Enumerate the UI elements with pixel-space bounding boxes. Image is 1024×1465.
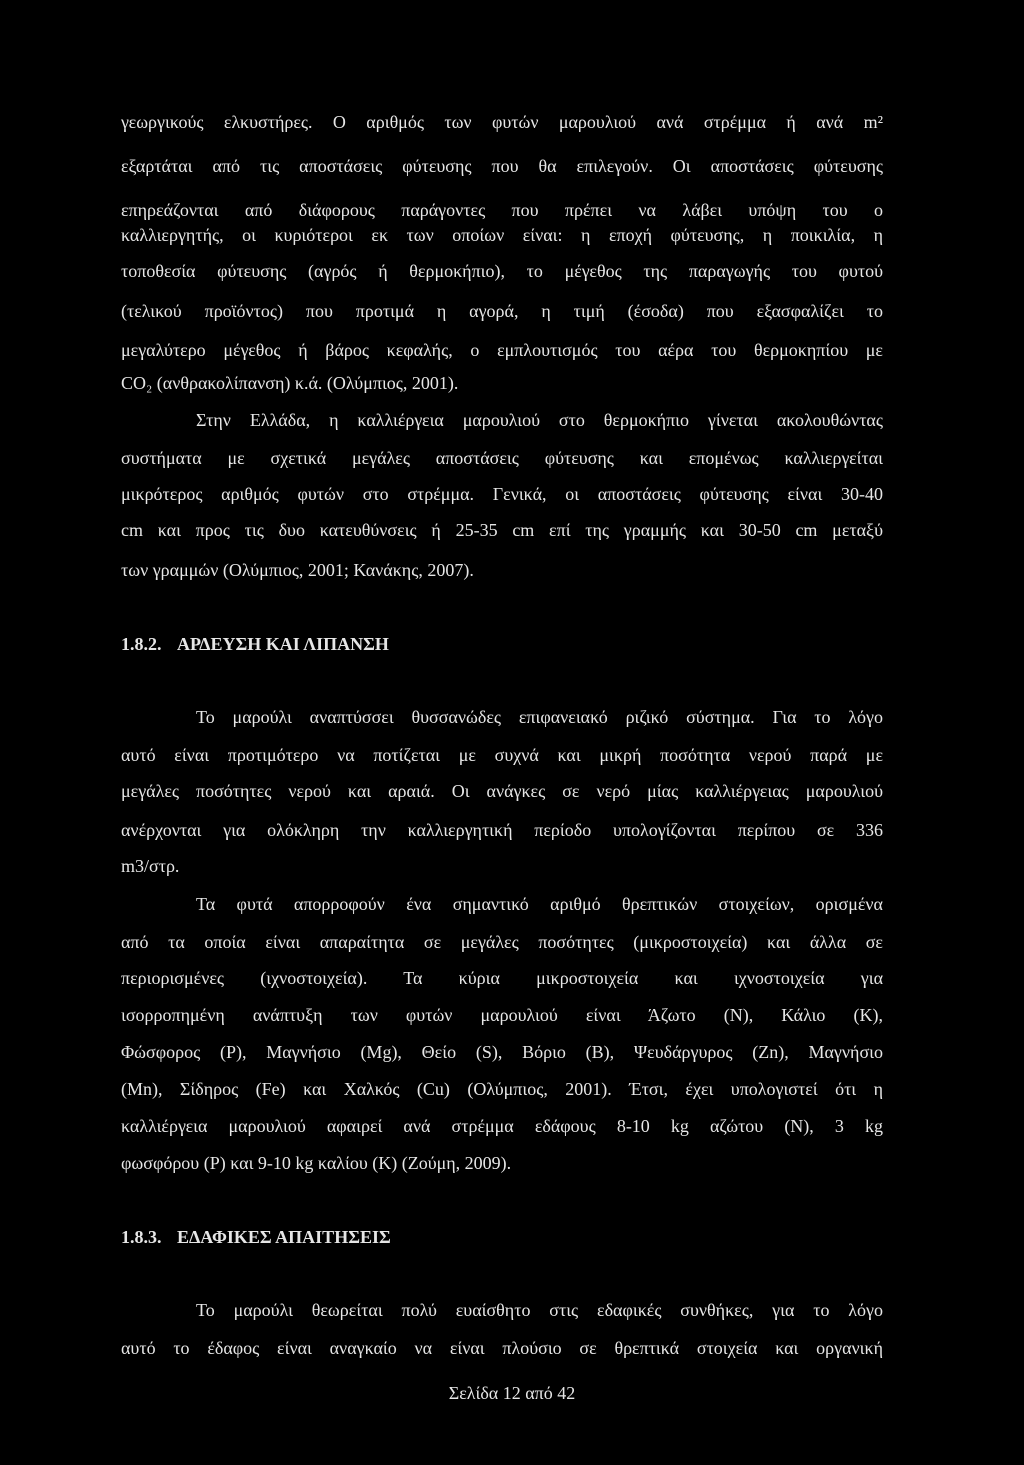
text-line: συστήματα με σχετικά μεγάλες αποστάσεις φύτευσης και επομένως καλλιεργείται (121, 448, 883, 468)
text-line: m3/στρ. (121, 856, 180, 876)
section-heading (121, 633, 389, 655)
section-number: 1.8.2. (121, 634, 162, 654)
text-line: (Mn), Σίδηρος (Fe) και Χαλκός (Cu) (Ολύμπιος, 2001). Έτσι, έχει υπολογιστεί ότι η (121, 1079, 883, 1099)
section-title: ΑΡΔΕΥΣΗ ΚΑΙ ΛΙΠΑΝΣΗ (177, 634, 389, 654)
text-line: γεωργικούς ελκυστήρες. Ο αριθμός των φυτών μαρουλιού ανά στρέμμα ή ανά m² (121, 112, 883, 132)
text-line: από τα οποία είναι απαραίτητα σε μεγάλες ποσότητες (μικροστοιχεία) και άλλα σε (121, 932, 883, 952)
text-line: καλλιεργητής, οι κυριότεροι εκ των οποίων είναι: η εποχή φύτευσης, η ποικιλία, η (121, 225, 883, 245)
text-line: περιορισμένες (ιχνοστοιχεία). Τα κύρια μικροστοιχεία και ιχνοστοιχεία για (121, 968, 883, 988)
page-footer (0, 1382, 1024, 1404)
text-line: αυτό το έδαφος είναι αναγκαίο να είναι πλούσιο σε θρεπτικά στοιχεία και οργανική (121, 1338, 883, 1358)
section-title: ΕΔΑΦΙΚΕΣ ΑΠΑΙΤΗΣΕΙΣ (177, 1227, 391, 1247)
text-line: φωσφόρου (Ρ) και 9-10 kg καλίου (Κ) (Ζούμη, 2009). (121, 1153, 512, 1173)
section-heading (121, 1226, 391, 1248)
text-line: Το μαρούλι αναπτύσσει θυσσανώδες επιφανειακό ριζικό σύστημα. Για το λόγο (196, 707, 883, 727)
page-number-label: Σελίδα 12 από 42 (448, 1383, 576, 1403)
text-line: εξαρτάται από τις αποστάσεις φύτευσης που θα επιλεγούν. Οι αποστάσεις φύτευσης (121, 156, 883, 176)
section-number: 1.8.3. (121, 1227, 162, 1247)
text-line: αυτό είναι προτιμότερο να ποτίζεται με συχνά και μικρή ποσότητα νερού παρά με (121, 745, 883, 765)
text-line: τοποθεσία φύτευσης (αγρός ή θερμοκήπιο), το μέγεθος της παραγωγής του φυτού (121, 261, 883, 281)
text-line: cm και προς τις δυο κατευθύνσεις ή 25-35 cm επί της γραμμής και 30-50 cm μεταξύ (121, 520, 883, 540)
text-line: μικρότερος αριθμός φυτών στο στρέμμα. Γενικά, οι αποστάσεις φύτευσης είναι 30-40 (121, 484, 883, 504)
text-line: ισορροπημένη ανάπτυξη των φυτών μαρουλιού είναι Άζωτο (Ν), Κάλιο (Κ), (121, 1005, 883, 1025)
text-line: CO₂ (ανθρακολίπανση) κ.ά. (Ολύμπιος, 2001). (121, 373, 459, 393)
text-line: των γραμμών (Ολύμπιος, 2001; Κανάκης, 2007). (121, 560, 474, 580)
text-line: μεγάλες ποσότητες νερού και αραιά. Οι ανάγκες σε νερό μίας καλλιέργειας μαρουλιού (121, 781, 883, 801)
text-line: Το μαρούλι θεωρείται πολύ ευαίσθητο στις εδαφικές συνθήκες, για το λόγο (196, 1300, 883, 1320)
text-line: καλλιέργεια μαρουλιού αφαιρεί ανά στρέμμα εδάφους 8-10 kg αζώτου (Ν), 3 kg (121, 1116, 883, 1136)
text-line: ανέρχονται για ολόκληρη την καλλιεργητική περίοδο υπολογίζονται περίπου σε 336 (121, 820, 883, 840)
text-line: Φώσφορος (Ρ), Μαγνήσιο (Mg), Θείο (S), Βόριο (Β), Ψευδάργυρος (Zn), Μαγνήσιο (121, 1042, 883, 1062)
text-line: Τα φυτά απορροφούν ένα σημαντικό αριθμό θρεπτικών στοιχείων, ορισμένα (196, 894, 883, 914)
text-line: (τελικού προϊόντος) που προτιμά η αγορά, η τιμή (έσοδα) που εξασφαλίζει το (121, 301, 883, 321)
text-line: Στην Ελλάδα, η καλλιέργεια μαρουλιού στο θερμοκήπιο γίνεται ακολουθώντας (196, 410, 883, 430)
text-line: επηρεάζονται από διάφορους παράγοντες που πρέπει να λάβει υπόψη του ο (121, 200, 883, 220)
text-line: μεγαλύτερο μέγεθος ή βάρος κεφαλής, ο εμπλουτισμός του αέρα του θερμοκηπίου με (121, 340, 883, 360)
